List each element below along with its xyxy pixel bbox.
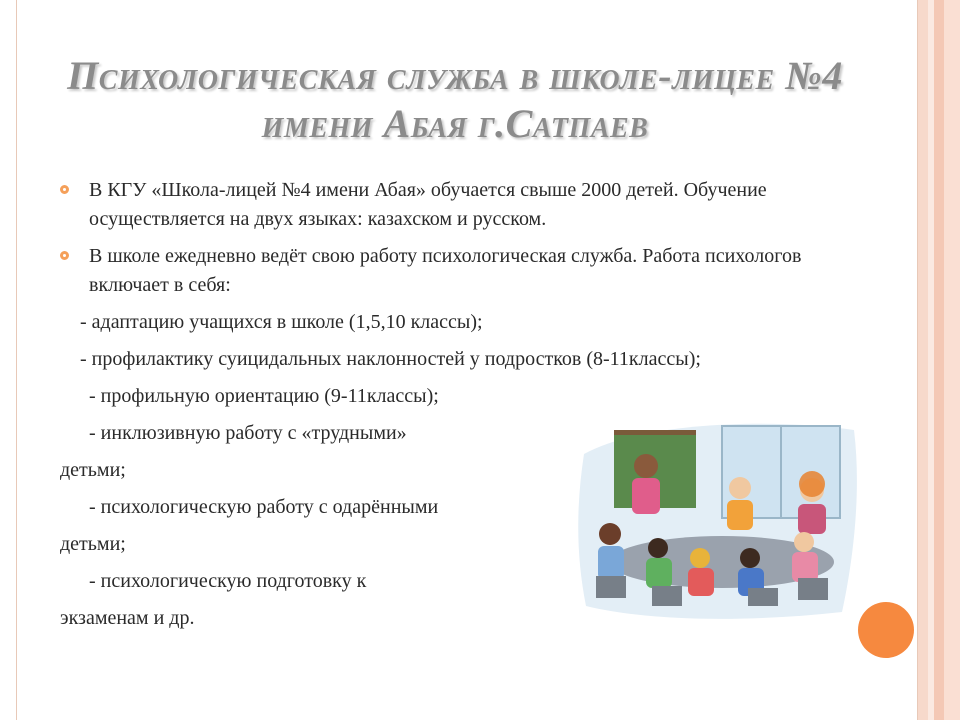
right-stripe (918, 0, 928, 720)
decorative-circle (858, 602, 914, 658)
bullet-text: В школе ежедневно ведёт свою работу психологическая служба. Работа психологов включает в себя: (89, 245, 802, 296)
bullet-ring-icon (60, 251, 69, 260)
list-item: детьми; (60, 533, 126, 555)
bullet-ring-icon (60, 185, 69, 194)
right-stripe (944, 0, 960, 720)
slide-title: Психологическая служба в школе-лицее №4 имени Абая г.Сатпаев (67, 53, 843, 146)
bullet-item (60, 176, 850, 234)
list-item: - психологическую подготовку к (89, 570, 367, 592)
list-item: - адаптацию учащихся в школе (1,5,10 классы); (80, 311, 483, 333)
bullet-text: В КГУ «Школа-лицей №4 имени Абая» обучается свыше 2000 детей. Обучение осуществляется на двух языках: казахском и русском. (89, 179, 767, 230)
list-item: - профилактику суицидальных наклонностей у подростков (8-11классы); (80, 348, 701, 370)
list-item: - инклюзивную работу с «трудными» (89, 422, 407, 444)
list-item: - профильную ориентацию (9-11классы); (89, 385, 439, 407)
list-item: - психологическую работу с одарёнными (89, 496, 439, 518)
classroom-illustration (572, 416, 862, 624)
bullet-item (60, 242, 850, 300)
right-stripe (934, 0, 944, 720)
list-item: экзаменам и др. (60, 607, 195, 629)
list-item: детьми; (60, 459, 126, 481)
